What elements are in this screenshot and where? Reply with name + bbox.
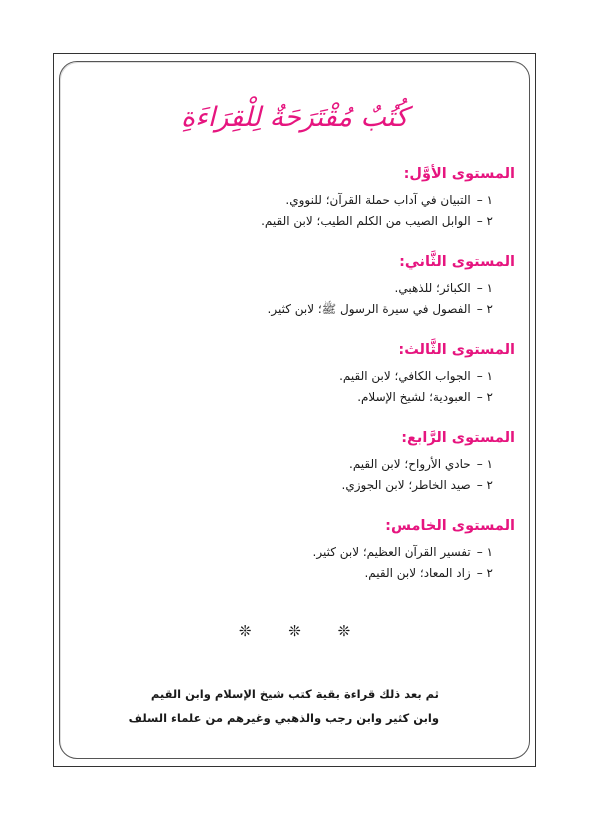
level-heading: المستوى الأوَّل: [403, 166, 515, 182]
item-number: ٢ – [476, 390, 493, 404]
closing-line: ثم بعد ذلك قراءة بقية كتب شيخ الإسلام وابن القيم [150, 687, 439, 701]
item-number: ١ – [476, 369, 493, 383]
level-3 [75, 338, 515, 408]
book-title: الجواب الكافي؛ لابن القيم. [339, 369, 471, 383]
list-item [75, 366, 493, 387]
list-item [75, 387, 493, 408]
list-item [75, 475, 493, 496]
book-list [75, 278, 515, 320]
item-number: ١ – [476, 545, 493, 559]
book-title: العبودية؛ لشيخ الإسلام. [357, 390, 471, 404]
level-heading: المستوى الثَّاني: [399, 254, 515, 270]
page-title: كُتُبٌ مُقْتَرَحَةٌ لِلْقِرَاءَةِ [180, 102, 409, 133]
book-title: تفسير القرآن العظيم؛ لابن كثير. [312, 545, 471, 559]
book-title: حادي الأرواح؛ لابن القيم. [349, 457, 471, 471]
asterism-separator [60, 622, 529, 640]
book-title: صيد الخاطر؛ لابن الجوزي. [341, 478, 471, 492]
list-item [75, 299, 493, 320]
item-number: ١ – [476, 457, 493, 471]
level-heading: المستوى الرَّابع: [401, 430, 515, 446]
level-heading: المستوى الثَّالث: [398, 342, 515, 358]
book-title: الفصول في سيرة الرسول ﷺ؛ لابن كثير. [267, 302, 471, 316]
star-ornament-icon: ❊ [238, 622, 252, 640]
item-number: ١ – [476, 281, 493, 295]
book-list [75, 542, 515, 584]
closing-line: وابن كثير وابن رجب والذهبي وغيرهم من علماء السلف [128, 711, 439, 725]
item-number: ٢ – [476, 214, 493, 228]
level-1 [75, 162, 515, 232]
list-item [75, 278, 493, 299]
book-list [75, 454, 515, 496]
list-item [75, 542, 493, 563]
book-title: التبيان في آداب حملة القرآن؛ للنووي. [285, 193, 471, 207]
book-title: الوابل الصيب من الكلم الطيب؛ لابن القيم. [261, 214, 471, 228]
level-heading: المستوى الخامس: [385, 518, 515, 534]
outer-frame [53, 53, 536, 767]
item-number: ٢ – [476, 566, 493, 580]
list-item [75, 454, 493, 475]
book-title: الكبائر؛ للذهبي. [394, 281, 471, 295]
book-list [75, 366, 515, 408]
list-item [75, 190, 493, 211]
levels-content [75, 162, 515, 602]
list-item [75, 211, 493, 232]
closing-note [129, 682, 439, 730]
item-number: ١ – [476, 193, 493, 207]
inner-panel [59, 61, 530, 759]
item-number: ٢ – [476, 302, 493, 316]
level-5 [75, 514, 515, 584]
star-ornament-icon: ❊ [337, 622, 351, 640]
book-list [75, 190, 515, 232]
level-4 [75, 426, 515, 496]
list-item [75, 563, 493, 584]
book-title: زاد المعاد؛ لابن القيم. [364, 566, 471, 580]
item-number: ٢ – [476, 478, 493, 492]
level-2 [75, 250, 515, 320]
star-ornament-icon: ❊ [288, 622, 301, 640]
